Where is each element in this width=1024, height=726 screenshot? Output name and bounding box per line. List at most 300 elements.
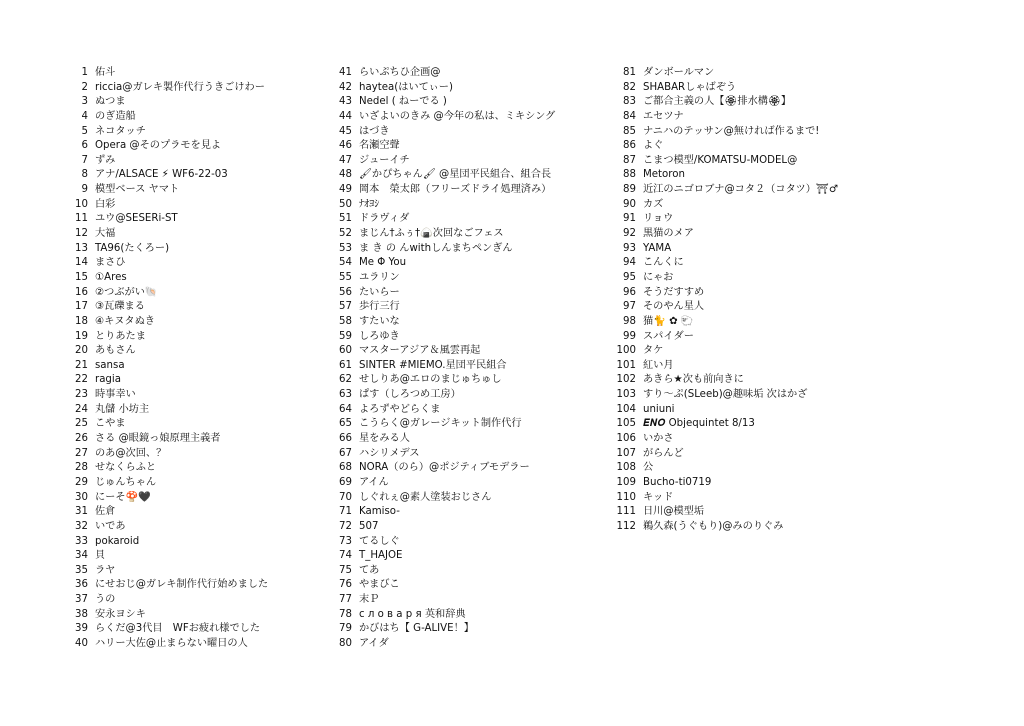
- entry-name: まじん†ふぅ†🍙次回なごフェス: [359, 228, 504, 240]
- entry-name: 猫🐈 ✿ 🐑: [643, 315, 694, 327]
- entry-number: 6: [81, 140, 88, 152]
- list-item: [614, 227, 914, 242]
- list-item: [326, 227, 616, 242]
- entry-number: 7: [81, 154, 88, 166]
- list-item: [326, 447, 616, 462]
- entry-number: 105: [616, 418, 636, 430]
- entry-number: 87: [623, 154, 636, 166]
- entry-number: 12: [75, 228, 88, 240]
- entry-name: とりあたま: [95, 330, 146, 342]
- entry-number: 30: [75, 491, 88, 503]
- list-item: [326, 139, 616, 154]
- entry-number: 43: [339, 96, 352, 108]
- entry-number: 73: [339, 535, 352, 547]
- list-item: [614, 344, 914, 359]
- entry-number: 107: [616, 447, 636, 459]
- list-item: [614, 300, 914, 315]
- entry-number: 84: [623, 110, 636, 122]
- entry-number: 29: [75, 476, 88, 488]
- entry-name: あもさん: [95, 345, 136, 357]
- entry-number: 28: [75, 462, 88, 474]
- entry-name: 岡本 榮太郎（フリーズドライ処理済み）: [359, 184, 552, 196]
- entry-number: 8: [81, 169, 88, 181]
- entry-name: じゅんちゃん: [95, 476, 157, 488]
- entry-name: Metoron: [643, 169, 685, 181]
- entry-number: 10: [75, 198, 88, 210]
- list-item: [326, 578, 616, 593]
- entry-number: 108: [616, 462, 636, 474]
- entry-number: 112: [616, 520, 636, 532]
- entry-number: 24: [75, 403, 88, 415]
- entry-name: 貝: [95, 550, 106, 562]
- list-item: [326, 198, 616, 213]
- entry-name: リョウ: [643, 213, 674, 225]
- list-item: [326, 212, 616, 227]
- list-item: [614, 271, 914, 286]
- list-item: [62, 227, 332, 242]
- entry-name: よろずやどらくま: [359, 403, 441, 415]
- list-item: [62, 608, 332, 623]
- entry-name: ﾅｵﾖｼ: [359, 198, 380, 210]
- entry-name: SINTER #MIEMO.星団平民組合: [359, 359, 507, 371]
- entry-name: しぐれぇ@素人塗装おじさん: [359, 491, 492, 503]
- entry-number: 50: [339, 198, 352, 210]
- list-item: [614, 505, 914, 520]
- entry-number: 9: [81, 184, 88, 196]
- entry-name: こまつ模型/KOMATSU-MODEL@: [643, 154, 798, 166]
- entry-number: 4: [81, 110, 88, 122]
- entry-name: はづき: [359, 125, 390, 137]
- entry-number: 33: [75, 535, 88, 547]
- entry-name: 白彩: [95, 198, 116, 210]
- entry-name: 507: [359, 520, 379, 532]
- entry-name: アナ/ALSACE ⚡ WF6-22-03: [95, 169, 228, 181]
- entry-name: アイん: [359, 476, 389, 488]
- entry-number: 83: [623, 96, 636, 108]
- entry-number: 59: [339, 330, 352, 342]
- entry-number: 21: [75, 359, 88, 371]
- entry-number: 23: [75, 389, 88, 401]
- list-item: [62, 373, 332, 388]
- list-item: [62, 359, 332, 374]
- entry-number: 31: [75, 506, 88, 518]
- list-item: [326, 315, 616, 330]
- entry-number: 64: [339, 403, 352, 415]
- entry-name: с л о в а р я 英和辞典: [359, 608, 466, 620]
- entry-number: 17: [75, 301, 88, 313]
- entry-number: 67: [339, 447, 352, 459]
- list-item: [62, 491, 332, 506]
- entry-name: 紅い月: [643, 359, 674, 371]
- list-item: [62, 139, 332, 154]
- entry-name: Bucho-ti0719: [643, 476, 712, 488]
- list-item: [326, 432, 616, 447]
- list-item: [614, 447, 914, 462]
- entry-number: 71: [339, 506, 352, 518]
- entry-number: 54: [339, 257, 352, 269]
- entry-name: ハリー大佐@止まらない曜日の人: [95, 637, 248, 649]
- entry-name: てるしぐ: [359, 535, 400, 547]
- entry-name: よぐ: [643, 140, 664, 152]
- list-item: [62, 95, 332, 110]
- list-item: [326, 256, 616, 271]
- entry-name: 🖌かぴちゃん🖌 @星団平民組合、組合長: [359, 169, 552, 181]
- list-item: [326, 373, 616, 388]
- entry-name: 模型ベース ヤマト: [95, 184, 180, 196]
- entry-name: 歩行三行: [359, 301, 400, 313]
- entry-number: 1: [81, 67, 88, 78]
- entry-name: TA96(たくろー): [95, 242, 170, 254]
- entry-number: 49: [339, 184, 352, 196]
- list-item: [614, 212, 914, 227]
- list-item: [326, 505, 616, 520]
- entry-name: スパイダー: [643, 330, 694, 342]
- entry-name: 末Ｐ: [359, 594, 380, 606]
- entry-number: 63: [339, 389, 352, 401]
- list-item: [326, 81, 616, 96]
- list-item: [326, 183, 616, 198]
- entry-number: 95: [623, 271, 636, 283]
- entry-name: ③瓦礫まる: [95, 301, 145, 313]
- entry-number: 2: [81, 81, 88, 93]
- list-item: [62, 81, 332, 96]
- entry-name: ④キヌタぬき: [95, 315, 155, 327]
- entry-number: 104: [616, 403, 636, 415]
- list-item: [614, 359, 914, 374]
- list-item: [614, 476, 914, 491]
- list-item: [62, 388, 332, 403]
- entry-number: 19: [75, 330, 88, 342]
- list-item: [614, 125, 914, 140]
- entry-number: 72: [339, 520, 352, 532]
- entry-name: こやま: [95, 418, 126, 430]
- list-item: [326, 520, 616, 535]
- entry-name: SHABARしゃばぞう: [643, 81, 737, 93]
- entry-number: 90: [623, 198, 636, 210]
- list-item: [614, 461, 914, 476]
- list-item: [62, 461, 332, 476]
- entry-name: にーそ🍄🖤: [95, 491, 151, 503]
- entry-name: YAMA: [643, 242, 672, 254]
- entry-name: haytea(はいてぃー): [359, 81, 453, 93]
- entry-number: 81: [623, 67, 636, 78]
- entry-name: せしりあ@エロのまじゅちゅし: [359, 374, 502, 386]
- list-item: [62, 110, 332, 125]
- list-item: [62, 315, 332, 330]
- entry-number: 13: [75, 242, 88, 254]
- list-column-3: [614, 66, 914, 535]
- list-item: [614, 432, 914, 447]
- entry-name: そのやん星人: [643, 301, 705, 313]
- list-item: [326, 66, 616, 81]
- entry-number: 39: [75, 623, 88, 635]
- entry-number: 38: [75, 608, 88, 620]
- entry-name: Nedel ( ねーでる ): [359, 96, 447, 108]
- list-item: [62, 549, 332, 564]
- list-item: [62, 212, 332, 227]
- entry-name: ま き の んwithしんまちペンぎん: [359, 242, 513, 254]
- list-item: [62, 622, 332, 637]
- entry-name: 星をみる人: [359, 433, 410, 445]
- list-item: [326, 608, 616, 623]
- entry-number: 27: [75, 447, 88, 459]
- list-item: [62, 66, 332, 81]
- list-item: [326, 300, 616, 315]
- entry-number: 78: [339, 608, 352, 620]
- entry-name: 佐倉: [95, 506, 116, 518]
- list-item: [614, 139, 914, 154]
- list-item: [614, 81, 914, 96]
- entry-name: 時事幸い: [95, 389, 136, 401]
- list-item: [326, 622, 616, 637]
- list-item: [614, 286, 914, 301]
- entry-name: ずみ: [95, 154, 116, 166]
- entry-number: 53: [339, 242, 352, 254]
- list-item: [614, 417, 914, 432]
- entry-number: 88: [623, 169, 636, 181]
- entry-name: 名瀬空聲: [359, 140, 400, 152]
- entry-name: たいらー: [359, 286, 400, 298]
- entry-number: 16: [75, 286, 88, 298]
- entry-number: 86: [623, 140, 636, 152]
- entry-name: ①Ares: [95, 271, 127, 283]
- entry-number: 85: [623, 125, 636, 137]
- entry-number: 70: [339, 491, 352, 503]
- entry-name: ナニハのテッサン@無ければ作るまで!: [643, 125, 820, 137]
- list-item: [326, 154, 616, 169]
- entry-name: pokaroid: [95, 535, 140, 547]
- entry-name: そうだすすめ: [643, 286, 705, 298]
- entry-number: 36: [75, 579, 88, 591]
- entry-name: ジューイチ: [359, 154, 410, 166]
- list-item: [614, 388, 914, 403]
- list-item: [614, 242, 914, 257]
- entry-number: 97: [623, 301, 636, 313]
- entry-number: 51: [339, 213, 352, 225]
- entry-name: 近江のニゴロブナ@コタ２（コタツ）⛩♂: [643, 184, 838, 196]
- list-item: [62, 168, 332, 183]
- entry-number: 26: [75, 433, 88, 445]
- entry-name: いざよいのきみ @今年の私は、ミキシング: [359, 110, 556, 122]
- list-item: [62, 564, 332, 579]
- entry-number: 102: [616, 374, 636, 386]
- list-item: [62, 417, 332, 432]
- entry-number: 22: [75, 374, 88, 386]
- entry-name: のぎ造船: [95, 110, 136, 122]
- entry-number: 40: [75, 637, 88, 649]
- entry-name: 日川@模型垢: [643, 506, 705, 518]
- entry-name: すたいな: [359, 315, 400, 327]
- entry-name: カズ: [643, 198, 664, 210]
- entry-number: 44: [339, 110, 352, 122]
- list-item: [62, 125, 332, 140]
- entry-number: 93: [623, 242, 636, 254]
- entry-number: 46: [339, 140, 352, 152]
- entry-name: 安永ヨシキ: [95, 608, 146, 620]
- entry-number: 56: [339, 286, 352, 298]
- list-item: [326, 286, 616, 301]
- entry-name: うの: [95, 594, 116, 606]
- entry-number: 60: [339, 345, 352, 357]
- entry-number: 82: [623, 81, 636, 93]
- entry-name: ラヤ: [95, 564, 116, 576]
- entry-name: ダンボールマン: [643, 67, 715, 78]
- entry-number: 61: [339, 359, 352, 371]
- list-item: [326, 344, 616, 359]
- entry-number: 11: [75, 213, 88, 225]
- list-item: [326, 168, 616, 183]
- list-item: [326, 491, 616, 506]
- list-item: [614, 183, 914, 198]
- entry-name: らくだ@3代目 WFお疲れ様でした: [95, 623, 261, 635]
- entry-number: 20: [75, 345, 88, 357]
- list-item: [614, 198, 914, 213]
- entry-name: 黒猫のメア: [643, 228, 694, 240]
- entry-name: ユラリン: [359, 271, 400, 283]
- list-item: [62, 344, 332, 359]
- entry-name: まさひ: [95, 257, 126, 269]
- entry-number: 57: [339, 301, 352, 313]
- list-item: [326, 417, 616, 432]
- entry-number: 55: [339, 271, 352, 283]
- entry-number: 79: [339, 623, 352, 635]
- entry-name: いかさ: [643, 433, 674, 445]
- entry-number: 89: [623, 184, 636, 196]
- entry-name: すり〜ぷ(SLeeb)@趣味垢 次はかざ: [643, 389, 808, 401]
- entry-number: 15: [75, 271, 88, 283]
- list-item: [62, 476, 332, 491]
- entry-number: 94: [623, 257, 636, 269]
- entry-name: ぱす（しろつめ工房）: [359, 389, 461, 401]
- entry-number: 74: [339, 550, 352, 562]
- entry-number: 92: [623, 228, 636, 240]
- list-item: [614, 330, 914, 345]
- list-item: [62, 578, 332, 593]
- list-item: [326, 271, 616, 286]
- entry-number: 110: [616, 491, 636, 503]
- list-item: [326, 549, 616, 564]
- list-column-2: [326, 66, 616, 652]
- entry-name: マスターアジア＆風雲再起: [359, 345, 481, 357]
- list-item: [614, 403, 914, 418]
- entry-number: 52: [339, 228, 352, 240]
- list-item: [614, 95, 914, 110]
- entry-number: 66: [339, 433, 352, 445]
- entry-number: 75: [339, 564, 352, 576]
- entry-number: 80: [339, 637, 352, 649]
- entry-name: ②つぶがい🐚: [95, 286, 158, 298]
- list-item: [62, 432, 332, 447]
- list-item: [614, 520, 914, 535]
- list-item: [62, 330, 332, 345]
- entry-number: 68: [339, 462, 352, 474]
- list-item: [614, 66, 914, 81]
- list-item: [326, 330, 616, 345]
- entry-number: 109: [616, 476, 636, 488]
- entry-name: NORA（のら）@ポジティブモデラー: [359, 462, 530, 474]
- list-item: [62, 256, 332, 271]
- entry-number: 65: [339, 418, 352, 430]
- entry-number: 77: [339, 594, 352, 606]
- entry-name: 公: [643, 462, 654, 474]
- entry-number: 5: [81, 125, 88, 137]
- list-item: [62, 300, 332, 315]
- entry-name: のあ@次回、？: [95, 447, 167, 459]
- list-item: [614, 168, 914, 183]
- entry-name: しろゆき: [359, 330, 400, 342]
- list-item: [326, 564, 616, 579]
- entry-name: らいぷちひ企画@: [359, 67, 441, 78]
- entry-name: ぬつま: [95, 96, 126, 108]
- entry-number: 32: [75, 520, 88, 532]
- entry-name: さる @眼鏡っ娘原理主義者: [95, 433, 221, 445]
- list-item: [326, 476, 616, 491]
- entry-number: 99: [623, 330, 636, 342]
- entry-number: 25: [75, 418, 88, 430]
- entry-number: 34: [75, 550, 88, 562]
- entry-name: Me Φ You: [359, 257, 407, 269]
- entry-number: 100: [616, 345, 636, 357]
- entry-number: 42: [339, 81, 352, 93]
- entry-number: 58: [339, 315, 352, 327]
- list-item: [62, 286, 332, 301]
- list-item: [62, 447, 332, 462]
- entry-name: いであ: [95, 520, 126, 532]
- entry-number: 91: [623, 213, 636, 225]
- entry-name: Opera @そのプラモを見よ: [95, 140, 222, 152]
- entry-name: こうらく@ガレージキット制作代行: [359, 418, 522, 430]
- entry-number: 41: [339, 67, 352, 78]
- entry-number: 106: [616, 433, 636, 445]
- list-item: [326, 535, 616, 550]
- list-item: [326, 95, 616, 110]
- entry-name: 𝑬𝑵𝑶 Objequintet 8/13: [643, 418, 755, 430]
- list-item: [326, 110, 616, 125]
- entry-number: 14: [75, 257, 88, 269]
- entry-name: 鵜久森(うぐもり)@みのりぐみ: [643, 520, 784, 532]
- entry-name: タケ: [643, 345, 664, 357]
- entry-name: ネコタッチ: [95, 125, 146, 137]
- entry-name: 佑斗: [95, 67, 116, 78]
- entry-name: ご都合主義の人【🏵排水構🏵】: [643, 96, 792, 108]
- list-item: [326, 359, 616, 374]
- list-item: [614, 373, 914, 388]
- entry-name: 大福: [95, 228, 116, 240]
- entry-number: 3: [81, 96, 88, 108]
- list-item: [62, 505, 332, 520]
- entry-name: がらんど: [643, 447, 684, 459]
- entry-number: 101: [616, 359, 636, 371]
- list-item: [62, 403, 332, 418]
- list-item: [326, 637, 616, 652]
- entry-number: 45: [339, 125, 352, 137]
- entry-name: T_HAJOE: [359, 550, 403, 562]
- entry-number: 103: [616, 389, 636, 401]
- list-item: [62, 271, 332, 286]
- entry-number: 47: [339, 154, 352, 166]
- entry-number: 111: [616, 506, 636, 518]
- entry-name: アイダ: [359, 637, 389, 649]
- list-item: [62, 535, 332, 550]
- list-item: [62, 154, 332, 169]
- entry-number: 35: [75, 564, 88, 576]
- entry-name: にゃお: [643, 271, 674, 283]
- list-item: [62, 637, 332, 652]
- entry-name: てあ: [359, 564, 380, 576]
- entry-number: 98: [623, 315, 636, 327]
- entry-name: ドラヴィダ: [359, 213, 410, 225]
- entry-name: uniuni: [643, 403, 675, 415]
